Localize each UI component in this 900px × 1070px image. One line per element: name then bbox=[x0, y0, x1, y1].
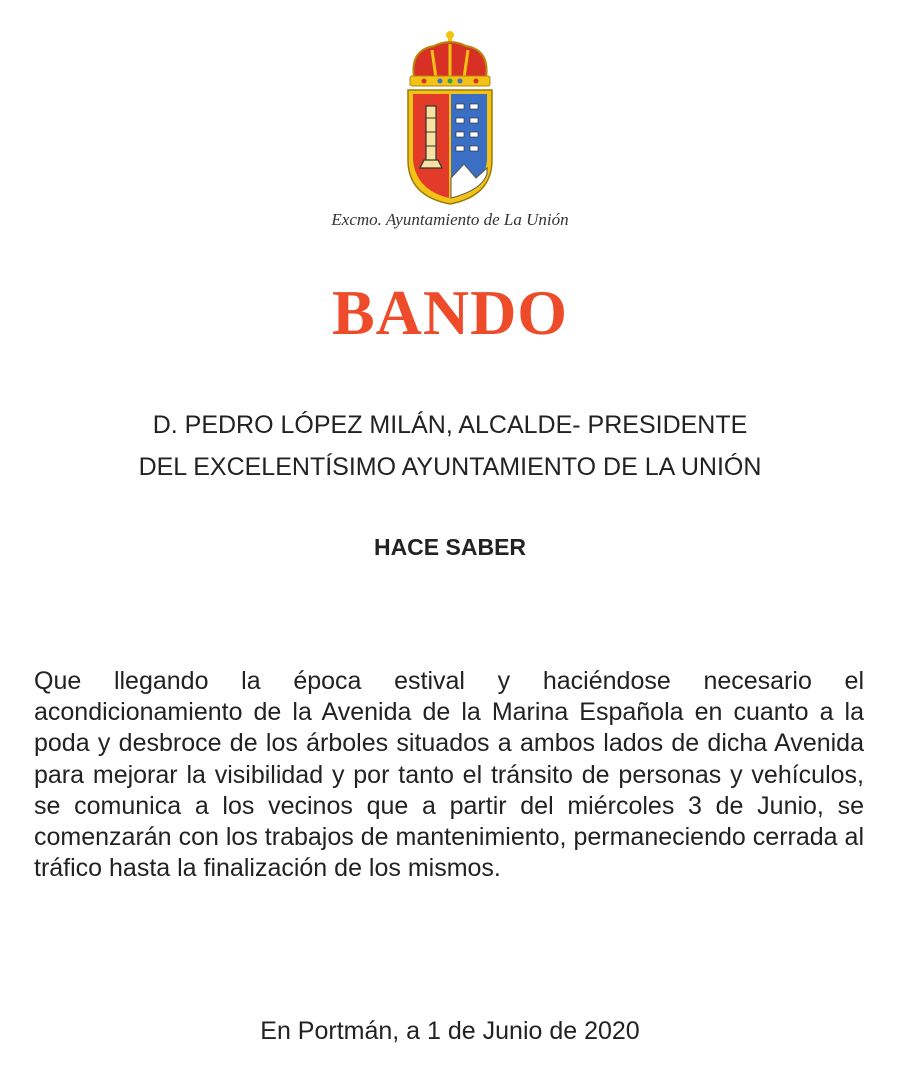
crown-icon bbox=[410, 31, 490, 86]
authority-line-1: D. PEDRO LÓPEZ MILÁN, ALCALDE- PRESIDENTE bbox=[152, 411, 748, 439]
closing-date-line: En Portmán, a 1 de Junio de 2020 bbox=[260, 1017, 640, 1045]
institution-name: Excmo. Ayuntamiento de La Unión bbox=[331, 210, 569, 229]
authority-line-2: DEL EXCELENTÍSIMO AYUNTAMIENTO DE LA UNIÓN bbox=[138, 453, 762, 481]
coat-of-arms-icon bbox=[396, 28, 504, 210]
shield-icon bbox=[408, 90, 492, 204]
document-title: BANDO bbox=[331, 277, 569, 348]
announcement-heading: HACE SABER bbox=[373, 534, 527, 560]
body-paragraph: Que llegando la época estival y haciéndose necesario el acondicionamiento de la Avenida de la Marina Española en cuanto a la poda y desbroce de los árboles situados a ambos lados de dicha Avenida para mejorar la visibilidad y por tanto el tránsito de personas y vehículos, se comunica a los vecinos que a partir del miércoles 3 de Junio, se comenzarán con los trabajos de mantenimiento, permaneciendo cerrada al tráfico hasta la finalización de los mismos. bbox=[34, 667, 864, 883]
authority-block bbox=[0, 404, 900, 488]
